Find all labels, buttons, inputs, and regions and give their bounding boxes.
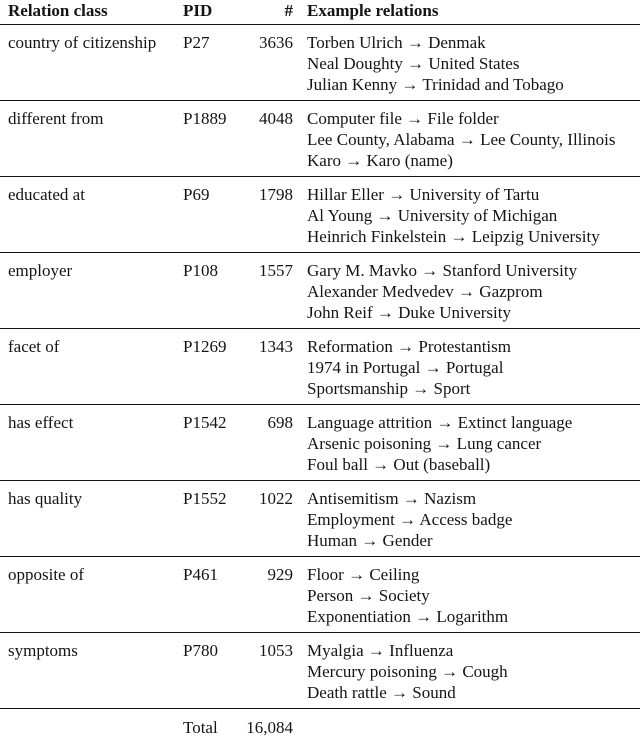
count-cell: 1557 [245, 253, 293, 329]
example-relation: Sportsmanship → Sport [307, 379, 471, 398]
examples-cell [293, 557, 640, 633]
pid-cell: P1889 [183, 101, 245, 177]
pid-cell: P69 [183, 177, 245, 253]
count-cell: 1343 [245, 329, 293, 405]
example-relation: Torben Ulrich → Denmak [307, 33, 486, 52]
pid-cell: P1269 [183, 329, 245, 405]
table-row [0, 329, 640, 405]
relation-class-cell: facet of [0, 329, 183, 405]
example-relation: Antisemitism → Nazism [307, 489, 477, 508]
example-relation: Hillar Eller → University of Tartu [307, 185, 540, 204]
header-count: # [245, 0, 293, 25]
table-row [0, 405, 640, 481]
relation-class-cell: employer [0, 253, 183, 329]
table-body [0, 25, 640, 709]
example-relation: Computer file → File folder [307, 109, 499, 128]
example-relation: Al Young → University of Michigan [307, 206, 558, 225]
header-pid: PID [183, 0, 245, 25]
example-relation: Mercury poisoning → Cough [307, 662, 508, 681]
relation-class-cell: has effect [0, 405, 183, 481]
example-relation: Language attrition → Extinct language [307, 413, 573, 432]
example-relation: Employment → Access badge [307, 510, 513, 529]
count-cell: 4048 [245, 101, 293, 177]
total-label: Total [183, 718, 218, 737]
examples-cell [293, 329, 640, 405]
example-relation: Myalgia → Influenza [307, 641, 454, 660]
example-relation: Death rattle → Sound [307, 683, 456, 702]
count-cell: 1053 [245, 633, 293, 709]
examples-cell [293, 101, 640, 177]
example-relation: John Reif → Duke University [307, 303, 511, 322]
relation-class-cell: country of citizenship [0, 25, 183, 101]
table-row [0, 101, 640, 177]
relation-class-cell: opposite of [0, 557, 183, 633]
example-relation: Floor → Ceiling [307, 565, 420, 584]
examples-cell [293, 405, 640, 481]
total-row [0, 709, 640, 739]
pid-cell: P1552 [183, 481, 245, 557]
table-footer [0, 709, 640, 739]
relation-class-cell: educated at [0, 177, 183, 253]
example-relation: Lee County, Alabama → Lee County, Illinois [307, 130, 616, 149]
example-relation: 1974 in Portugal → Portugal [307, 358, 504, 377]
total-examples-spacer [293, 709, 640, 739]
pid-cell: P461 [183, 557, 245, 633]
pid-cell: P780 [183, 633, 245, 709]
relation-class-cell: different from [0, 101, 183, 177]
pid-cell: P108 [183, 253, 245, 329]
table-row [0, 177, 640, 253]
example-relation: Exponentiation → Logarithm [307, 607, 509, 626]
examples-cell [293, 253, 640, 329]
examples-cell [293, 25, 640, 101]
example-relation: Heinrich Finkelstein → Leipzig University [307, 227, 600, 246]
examples-cell [293, 633, 640, 709]
example-relation: Neal Doughty → United States [307, 54, 520, 73]
header-example-relations: Example relations [293, 0, 640, 25]
count-cell: 929 [245, 557, 293, 633]
relation-class-cell: symptoms [0, 633, 183, 709]
count-cell: 1798 [245, 177, 293, 253]
example-relation: Arsenic poisoning → Lung cancer [307, 434, 542, 453]
examples-cell [293, 177, 640, 253]
pid-cell: P1542 [183, 405, 245, 481]
table-row [0, 633, 640, 709]
relation-class-cell: has quality [0, 481, 183, 557]
table-row [0, 253, 640, 329]
examples-cell [293, 481, 640, 557]
table-row [0, 25, 640, 101]
count-cell: 698 [245, 405, 293, 481]
example-relation: Karo → Karo (name) [307, 151, 453, 170]
total-value: 16,084 [246, 718, 293, 737]
count-cell: 1022 [245, 481, 293, 557]
count-cell: 3636 [245, 25, 293, 101]
table-header [0, 0, 640, 25]
example-relation: Foul ball → Out (baseball) [307, 455, 491, 474]
table-row [0, 557, 640, 633]
table-row [0, 481, 640, 557]
header-row [0, 0, 640, 25]
example-relation: Reformation → Protestantism [307, 337, 511, 356]
header-relation-class: Relation class [0, 0, 183, 25]
example-relation: Human → Gender [307, 531, 433, 550]
example-relation: Person → Society [307, 586, 430, 605]
example-relation: Julian Kenny → Trinidad and Tobago [307, 75, 564, 94]
example-relation: Gary M. Mavko → Stanford University [307, 261, 578, 280]
pid-cell: P27 [183, 25, 245, 101]
example-relation: Alexander Medvedev → Gazprom [307, 282, 543, 301]
total-spacer [0, 709, 183, 739]
